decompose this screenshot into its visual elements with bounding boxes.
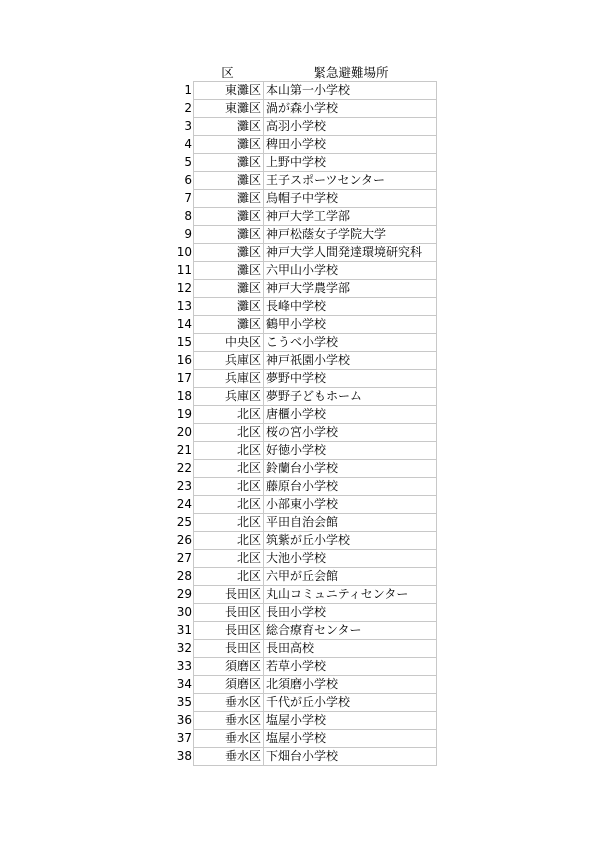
shelter-table — [165, 63, 437, 766]
row-ward: 長田区 — [194, 640, 264, 658]
row-number: 23 — [165, 478, 194, 496]
row-number: 6 — [165, 172, 194, 190]
row-ward: 北区 — [194, 442, 264, 460]
row-place: 神戸大学工学部 — [264, 208, 437, 226]
row-place: 本山第一小学校 — [264, 82, 437, 100]
row-ward: 北区 — [194, 514, 264, 532]
table-row — [165, 226, 437, 244]
row-place: 平田自治会館 — [264, 514, 437, 532]
row-place: 下畑台小学校 — [264, 748, 437, 766]
row-ward: 長田区 — [194, 604, 264, 622]
header-number — [165, 63, 194, 82]
row-number: 11 — [165, 262, 194, 280]
row-ward: 東灘区 — [194, 100, 264, 118]
header-row — [165, 63, 437, 82]
row-number: 19 — [165, 406, 194, 424]
row-number: 26 — [165, 532, 194, 550]
row-ward: 灘区 — [194, 118, 264, 136]
row-number: 38 — [165, 748, 194, 766]
table-row — [165, 622, 437, 640]
table-row — [165, 550, 437, 568]
table-row — [165, 100, 437, 118]
row-place: 千代が丘小学校 — [264, 694, 437, 712]
row-ward: 東灘区 — [194, 82, 264, 100]
row-place: 好徳小学校 — [264, 442, 437, 460]
row-place: こうべ小学校 — [264, 334, 437, 352]
row-ward: 北区 — [194, 550, 264, 568]
row-ward: 須磨区 — [194, 658, 264, 676]
header-place: 緊急避難場所 — [313, 65, 389, 80]
row-place: 神戸大学人間発達環境研究科 — [264, 244, 437, 262]
row-place: 稗田小学校 — [264, 136, 437, 154]
table-row — [165, 352, 437, 370]
table-row — [165, 424, 437, 442]
row-place: 大池小学校 — [264, 550, 437, 568]
row-number: 30 — [165, 604, 194, 622]
row-place: 桜の宮小学校 — [264, 424, 437, 442]
row-ward: 北区 — [194, 424, 264, 442]
table-row — [165, 730, 437, 748]
row-ward: 灘区 — [194, 136, 264, 154]
row-number: 37 — [165, 730, 194, 748]
row-ward: 垂水区 — [194, 694, 264, 712]
row-number: 15 — [165, 334, 194, 352]
table-row — [165, 208, 437, 226]
table-row — [165, 370, 437, 388]
row-ward: 灘区 — [194, 226, 264, 244]
row-number: 14 — [165, 316, 194, 334]
table-header — [165, 63, 437, 82]
row-number: 29 — [165, 586, 194, 604]
row-ward: 灘区 — [194, 316, 264, 334]
table-row — [165, 244, 437, 262]
header-ward: 区 — [221, 65, 234, 80]
row-place: 高羽小学校 — [264, 118, 437, 136]
row-number: 18 — [165, 388, 194, 406]
row-place: 若草小学校 — [264, 658, 437, 676]
row-place: 長峰中学校 — [264, 298, 437, 316]
row-number: 13 — [165, 298, 194, 316]
row-place: 長田高校 — [264, 640, 437, 658]
row-number: 17 — [165, 370, 194, 388]
row-number: 3 — [165, 118, 194, 136]
row-number: 20 — [165, 424, 194, 442]
table-row — [165, 334, 437, 352]
table-row — [165, 316, 437, 334]
row-place: 六甲山小学校 — [264, 262, 437, 280]
table-row — [165, 604, 437, 622]
row-place: 丸山コミュニティセンター — [264, 586, 437, 604]
row-place: 六甲が丘会館 — [264, 568, 437, 586]
row-number: 33 — [165, 658, 194, 676]
row-number: 7 — [165, 190, 194, 208]
row-ward: 北区 — [194, 460, 264, 478]
row-place: 藤原台小学校 — [264, 478, 437, 496]
row-place: 神戸松蔭女子学院大学 — [264, 226, 437, 244]
table-row — [165, 298, 437, 316]
row-place: 夢野中学校 — [264, 370, 437, 388]
row-place: 王子スポーツセンター — [264, 172, 437, 190]
row-ward: 兵庫区 — [194, 388, 264, 406]
row-ward: 垂水区 — [194, 748, 264, 766]
row-place: 筑紫が丘小学校 — [264, 532, 437, 550]
row-place: 鶴甲小学校 — [264, 316, 437, 334]
table-row — [165, 586, 437, 604]
table-row — [165, 712, 437, 730]
table-row — [165, 172, 437, 190]
table-row — [165, 280, 437, 298]
row-ward: 北区 — [194, 532, 264, 550]
table-row — [165, 676, 437, 694]
table-row — [165, 262, 437, 280]
row-number: 24 — [165, 496, 194, 514]
table-row — [165, 478, 437, 496]
row-ward: 北区 — [194, 478, 264, 496]
row-ward: 灘区 — [194, 208, 264, 226]
row-place: 総合療育センター — [264, 622, 437, 640]
row-place: 上野中学校 — [264, 154, 437, 172]
row-ward: 中央区 — [194, 334, 264, 352]
row-ward: 灘区 — [194, 154, 264, 172]
row-number: 35 — [165, 694, 194, 712]
row-place: 小部東小学校 — [264, 496, 437, 514]
table-row — [165, 406, 437, 424]
row-number: 10 — [165, 244, 194, 262]
row-number: 22 — [165, 460, 194, 478]
row-place: 渦が森小学校 — [264, 100, 437, 118]
row-place: 烏帽子中学校 — [264, 190, 437, 208]
table-row — [165, 442, 437, 460]
row-number: 8 — [165, 208, 194, 226]
table-row — [165, 190, 437, 208]
row-ward: 灘区 — [194, 244, 264, 262]
row-number: 5 — [165, 154, 194, 172]
row-number: 28 — [165, 568, 194, 586]
table-row — [165, 154, 437, 172]
row-ward: 灘区 — [194, 280, 264, 298]
row-place: 塩屋小学校 — [264, 712, 437, 730]
row-ward: 長田区 — [194, 586, 264, 604]
row-place: 夢野子どもホーム — [264, 388, 437, 406]
row-number: 4 — [165, 136, 194, 154]
table-row — [165, 658, 437, 676]
row-number: 31 — [165, 622, 194, 640]
row-place: 神戸祇園小学校 — [264, 352, 437, 370]
table-body — [165, 82, 437, 766]
row-number: 32 — [165, 640, 194, 658]
row-ward: 灘区 — [194, 298, 264, 316]
row-place: 鈴蘭台小学校 — [264, 460, 437, 478]
table-row — [165, 514, 437, 532]
table-row — [165, 460, 437, 478]
row-ward: 北区 — [194, 406, 264, 424]
row-number: 12 — [165, 280, 194, 298]
table-row — [165, 136, 437, 154]
row-number: 21 — [165, 442, 194, 460]
row-place: 長田小学校 — [264, 604, 437, 622]
row-ward: 長田区 — [194, 622, 264, 640]
table-row — [165, 568, 437, 586]
row-place: 塩屋小学校 — [264, 730, 437, 748]
table-row — [165, 496, 437, 514]
row-ward: 灘区 — [194, 172, 264, 190]
row-number: 2 — [165, 100, 194, 118]
table-row — [165, 82, 437, 100]
row-ward: 垂水区 — [194, 730, 264, 748]
row-ward: 須磨区 — [194, 676, 264, 694]
row-ward: 兵庫区 — [194, 352, 264, 370]
table-row — [165, 748, 437, 766]
table-row — [165, 694, 437, 712]
row-ward: 兵庫区 — [194, 370, 264, 388]
row-number: 25 — [165, 514, 194, 532]
row-ward: 灘区 — [194, 262, 264, 280]
row-number: 9 — [165, 226, 194, 244]
row-number: 1 — [165, 82, 194, 100]
table-row — [165, 388, 437, 406]
row-number: 27 — [165, 550, 194, 568]
table-row — [165, 640, 437, 658]
row-place: 神戸大学農学部 — [264, 280, 437, 298]
table-row — [165, 532, 437, 550]
row-number: 36 — [165, 712, 194, 730]
row-ward: 灘区 — [194, 190, 264, 208]
row-number: 16 — [165, 352, 194, 370]
row-ward: 北区 — [194, 496, 264, 514]
row-ward: 北区 — [194, 568, 264, 586]
row-place: 北須磨小学校 — [264, 676, 437, 694]
row-place: 唐櫃小学校 — [264, 406, 437, 424]
row-number: 34 — [165, 676, 194, 694]
table-row — [165, 118, 437, 136]
row-ward: 垂水区 — [194, 712, 264, 730]
